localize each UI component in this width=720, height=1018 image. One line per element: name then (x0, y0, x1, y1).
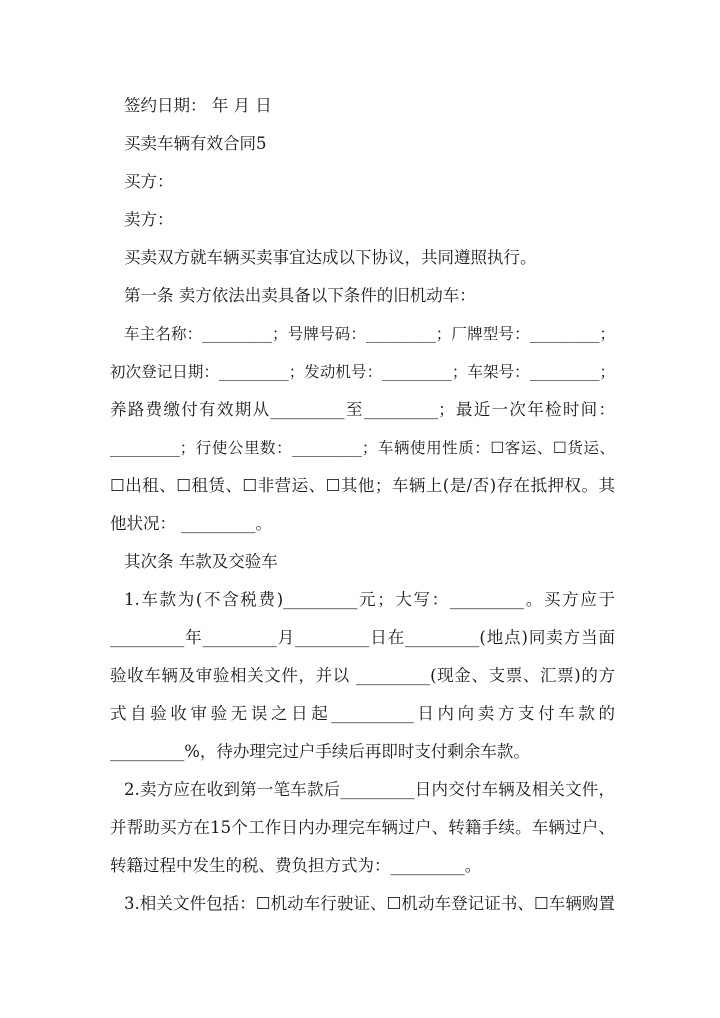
paragraph-line: 养路费缴付有效期从_________至_________；最近一次年检时间： (110, 400, 615, 419)
paragraph-line: 转籍过程中发生的税、费负担方式为：_________。 (110, 856, 482, 875)
agreement-intro: 买卖双方就车辆买卖事宜达成以下协议，共同遵照执行。 (124, 248, 537, 267)
buyer-line: 买方： (124, 172, 174, 191)
paragraph-line: ☐出租、☐租赁、☐非营运、☐其他；车辆上(是/否)存在抵押权。其 (110, 476, 615, 495)
paragraph-line: 式自验收审验无误之日起__________日内向卖方支付车款的 (110, 704, 615, 723)
paragraph-line: _________%，待办理完过户手续后再即时支付剩余车款。 (110, 742, 530, 761)
paragraph-line: 2.卖方应在收到第一笔车款后_________日内交付车辆及相关文件， (124, 780, 615, 799)
paragraph-line: 并帮助买方在15个工作日内办理完车辆过户、转籍手续。车辆过户、 (110, 818, 615, 837)
contract-title: 买卖车辆有效合同5 (124, 134, 267, 153)
paragraph-line: _________；行使公里数：_________；车辆使用性质：☐客运、☐货运、 (110, 439, 615, 457)
article-2-heading: 其次条 车款及交验车 (124, 552, 278, 571)
paragraph-line: 初次登记日期：_________；发动机号：_________；车架号：_________； (110, 363, 615, 381)
paragraph-line: 车主名称：_________；号牌号码：_________；厂牌型号：_________； (124, 325, 615, 343)
paragraph-line: 1.车款为(不含税费)_________元；大写：_________。买方应于 (124, 590, 615, 609)
paragraph-line: 他状况： _________。 (110, 514, 272, 533)
paragraph-line: 验收车辆及审验相关文件，并以 _________(现金、支票、汇票)的方 (110, 666, 615, 685)
paragraph-line: _________年_________月_________日在_________(地点)同卖方当面 (110, 628, 615, 647)
seller-line: 卖方： (124, 210, 174, 229)
article-1-heading: 第一条 卖方依法出卖具备以下条件的旧机动车： (124, 286, 476, 305)
paragraph-line: 3.相关文件包括：☐机动车行驶证、☐机动车登记证书、☐车辆购置 (124, 894, 615, 913)
signing-date-line: 签约日期： 年 月 日 (124, 96, 272, 115)
